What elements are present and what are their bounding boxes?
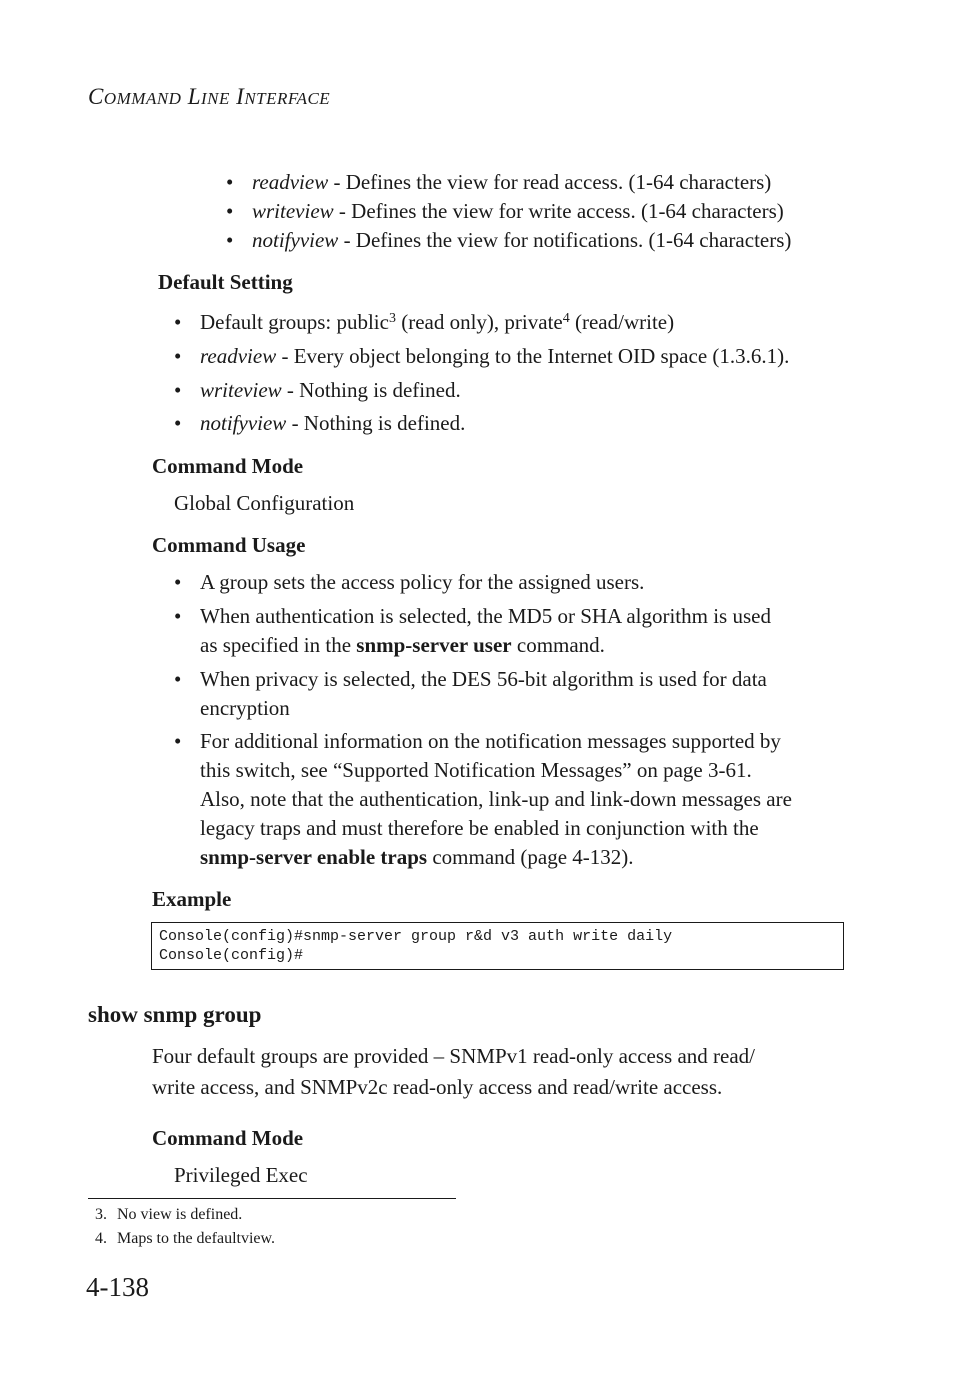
param-term: writeview [200, 378, 282, 402]
footnote-text: No view is defined. [117, 1206, 243, 1223]
command-mode-value-2: Privileged Exec [174, 1163, 308, 1187]
param-desc: - Defines the view for read access. (1-64 characters) [328, 170, 772, 194]
usage-text [200, 602, 771, 660]
param-desc: - Defines the view for write access. (1-64 characters) [333, 199, 784, 223]
usage-line: command. [511, 633, 605, 657]
bullet-dot: • [226, 228, 234, 252]
default-text [200, 409, 465, 438]
param-desc: - Nothing is defined. [286, 411, 466, 435]
command-ref: snmp-server user [356, 633, 512, 657]
code-example-box [151, 922, 844, 970]
footnote-4 [95, 1230, 275, 1248]
header-initial: C [88, 84, 104, 109]
bullet-dot: • [174, 604, 182, 628]
usage-line: When privacy is selected, the DES 56-bit algorithm is used for data [200, 667, 767, 691]
bullet-dot: • [174, 667, 182, 691]
command-ref: snmp-server enable traps [200, 845, 428, 869]
param-text [252, 197, 784, 226]
bullet-dot: • [174, 570, 182, 594]
usage-line: this switch, see “Supported Notification Messages” on page 3-61. [200, 758, 752, 782]
bullet-dot: • [174, 378, 182, 402]
usage-line: For additional information on the notification messages supported by [200, 729, 781, 753]
usage-line: encryption [200, 696, 290, 720]
text-part: (read only), private [395, 310, 563, 334]
example-heading: Example [152, 887, 232, 911]
param-desc: - Nothing is defined. [281, 378, 461, 402]
description-line: write access, and SNMPv2c read-only access and read/write access. [152, 1075, 723, 1099]
usage-line: legacy traps and must therefore be enabled in conjunction with the [200, 816, 759, 840]
param-text [252, 168, 771, 197]
footnote-text: Maps to the defaultview. [117, 1230, 276, 1247]
text-part: Default groups: public [200, 310, 389, 334]
default-text [200, 342, 789, 371]
usage-line: When authentication is selected, the MD5 or SHA algorithm is used [200, 604, 771, 628]
usage-line: as specified in the [200, 633, 357, 657]
usage-text [200, 665, 767, 723]
command-mode-heading: Command Mode [152, 454, 304, 478]
code-line-2: Console(config)# [159, 947, 304, 964]
header-smallcaps: OMMAND [103, 89, 182, 108]
footnote-number: 3. [95, 1206, 107, 1223]
param-text [252, 226, 791, 255]
usage-text: A group sets the access policy for the assigned users. [200, 570, 645, 594]
param-desc: - Defines the view for notifications. (1-64 characters) [338, 228, 792, 252]
footnote-3 [95, 1206, 242, 1224]
footnote-ref-4: 4 [562, 311, 570, 326]
usage-line: command (page 4-132). [427, 845, 634, 869]
header-initial: L [187, 84, 201, 109]
param-term: readview [200, 344, 277, 368]
header-initial: I [236, 84, 245, 109]
bullet-dot: • [226, 199, 234, 223]
usage-text [200, 727, 792, 872]
footnote-number: 4. [95, 1230, 107, 1247]
bullet-dot: • [174, 411, 182, 435]
header-smallcaps: NTERFACE [244, 89, 331, 108]
usage-line: Also, note that the authentication, link-up and link-down messages are [200, 787, 792, 811]
param-term: writeview [252, 199, 334, 223]
text-part: (read/write) [569, 310, 675, 334]
bullet-dot: • [174, 310, 182, 334]
param-desc: - Every object belonging to the Internet OID space (1.3.6.1). [276, 344, 790, 368]
footnote-rule [88, 1198, 456, 1199]
command-mode-heading-2: Command Mode [152, 1126, 304, 1150]
section-title: show snmp group [88, 1002, 262, 1027]
param-term: readview [252, 170, 329, 194]
code-line-1: Console(config)#snmp-server group r&d v3 auth write daily [159, 928, 673, 945]
default-text [200, 376, 461, 405]
page-number: 4-138 [86, 1272, 149, 1302]
param-term: notifyview [200, 411, 287, 435]
command-mode-value: Global Configuration [174, 491, 355, 515]
bullet-dot: • [226, 170, 234, 194]
bullet-dot: • [174, 344, 182, 368]
section-description [152, 1041, 755, 1103]
command-usage-heading: Command Usage [152, 533, 306, 557]
param-term: notifyview [252, 228, 339, 252]
default-setting-heading: Default Setting [158, 270, 293, 294]
bullet-dot: • [174, 729, 182, 753]
header-smallcaps: INE [201, 89, 230, 108]
description-line: Four default groups are provided – SNMPv1 read-only access and read/ [152, 1044, 756, 1068]
running-header [88, 84, 330, 110]
footnote-ref-3: 3 [388, 311, 396, 326]
default-groups-text [200, 308, 674, 337]
